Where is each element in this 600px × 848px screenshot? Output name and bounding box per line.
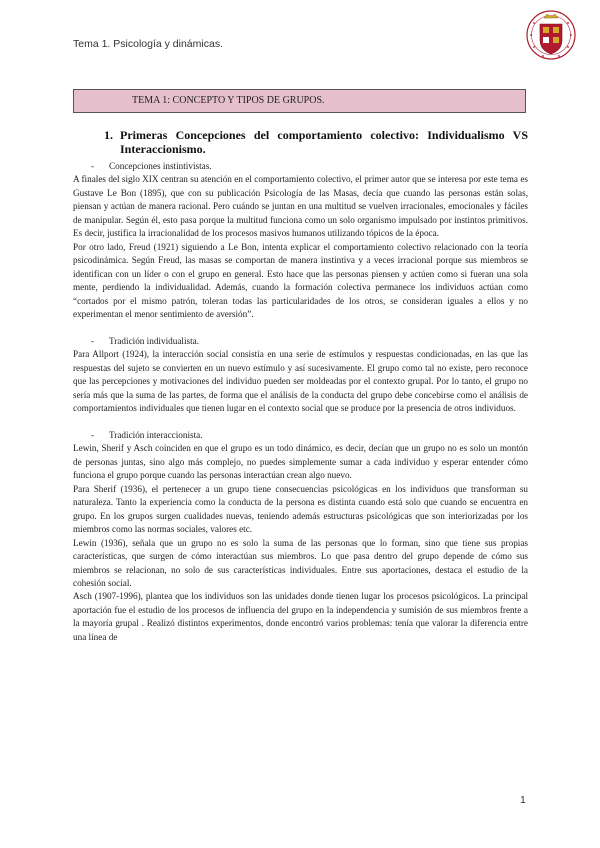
document-header-title: Tema 1. Psicología y dinámicas. bbox=[73, 38, 223, 50]
section-heading-text: Primeras Concepciones del comportamiento colectivo: Individualismo VS Interaccionismo. bbox=[120, 128, 528, 156]
section-number: 1. bbox=[104, 128, 113, 142]
bullet-item-individualista bbox=[73, 335, 528, 348]
bullet-item-label: Concepciones instintivistas. bbox=[109, 161, 212, 171]
paragraph-asch: Asch (1907-1996), plantea que los individuos son las unidades donde tienen lugar los procesos psicológicos. La principal aportación fue el estudio de los procesos de influencia del grupo en la independencia y sumisión de sus miembros frente a la mayoría grupal . Realizó distintos experimentos, donde encontró varios problemas: tenía que valorar la diferencia entre una línea de bbox=[73, 591, 528, 642]
paragraph-le-bon: A finales del siglo XIX centran su atención en el comportamiento colectivo, el primer autor que se interesa por este tema es Gustave Le Bon (1895), que con su publicación Psicología de las Masas, decía que cuando las personas están solas, piensan y actúan de manera racional. Pero cuándo se juntan en una multitud se vuelven irracionales, emocionales y fáciles de manipular. Según él, esto pasa porque la multitud funciona como un solo organismo impulsado por instintos primitivos. Es decir, justifica la irracionalidad de los procesos masivos humanos utilizando tópicos de la época. bbox=[73, 174, 528, 239]
university-seal-logo bbox=[525, 8, 577, 64]
section-heading bbox=[104, 128, 528, 156]
paragraph-lewin: Lewin (1936), señala que un grupo no es solo la suma de las personas que lo forman, sino que tiene sus propias características, que surgen de cómo interactúan sus miembros. Lo que pasa dentro del grupo depende de cómo sus miembros se relacionan, no solo de sus características individuales. Entre sus aportaciones, destaca el estudio de la cohesión social. bbox=[73, 537, 528, 589]
document-body bbox=[73, 160, 528, 644]
spacer bbox=[73, 321, 528, 334]
bullet-dash: - bbox=[91, 161, 95, 171]
paragraph-sherif: Para Sherif (1936), el pertenecer a un grupo tiene consecuencias psicológicas en los individuos que transforman su naturaleza. Tanto la experiencia como la conducta de la persona es distinta cuando está solo que cuando se encuentra en grupo. En los grupos surgen cualidades nuevas, teniendo además estructuras psicológicas que son interiorizadas por los miembros como las normas sociales, valores etc. bbox=[73, 483, 528, 535]
bullet-item-instintivistas bbox=[73, 160, 528, 173]
paragraph-allport: Para Allport (1924), la interacción social consistía en una serie de estímulos y respuestas condicionadas, en las que las respuestas del sujeto se convierten en un nuevo estímulo y así sucesivamente. El grupo como tal no existe, pero reconoce que las percepciones y motivaciones del individuo pueden ser moldeadas por el contexto grupal. Por lo tanto, el grupo no sería más que la suma de las partes, de forma que el análisis de la conducta del grupo debe concebirse como el análisis de comportamientos individuales que tienen lugar en el contexto social que se produce por la presencia de otros individuos. bbox=[73, 349, 528, 414]
page-number: 1 bbox=[520, 794, 526, 806]
bullet-dash: - bbox=[91, 335, 95, 346]
chapter-title-text: TEMA 1: CONCEPTO Y TIPOS DE GRUPOS. bbox=[132, 95, 325, 106]
bullet-dash: - bbox=[91, 430, 95, 441]
paragraph-lewin-sherif-asch: Lewin, Sherif y Asch coinciden en que el grupo es un todo dinámico, es decir, decían que un grupo no es solo un montón de personas juntas, sino algo más complejo, no puedes simplemente sumar a cada individuo y esperar entender cómo funciona el grupo porque cuando las personas interactúan crean algo nuevo. bbox=[73, 443, 528, 481]
bullet-item-label: Tradición individualista. bbox=[109, 335, 199, 346]
spacer bbox=[73, 416, 528, 429]
paragraph-freud: Por otro lado, Freud (1921) siguiendo a Le Bon, intenta explicar el comportamiento colectivo relacionado con la teoría psicodinámica. Según Freud, las masas se comportan de manera instintiva y a veces irracional porque sus miembros se identifican con un líder o con el grupo en general. Esto hace que las personas piensen y actúen como si fueran una sola mente, perdiendo la individualidad. Además, cuando la formación colectiva permanece los individuos actúan como “cortados por el mismo patrón, toleran todas las particularidades de los otros, se consideran iguales a ellos y no experimentan el menor sentimiento de aversión”. bbox=[73, 241, 528, 319]
bullet-item-label: Tradición interaccionista. bbox=[109, 430, 203, 441]
bullet-item-interaccionista bbox=[73, 429, 528, 442]
chapter-title-banner bbox=[73, 89, 526, 113]
